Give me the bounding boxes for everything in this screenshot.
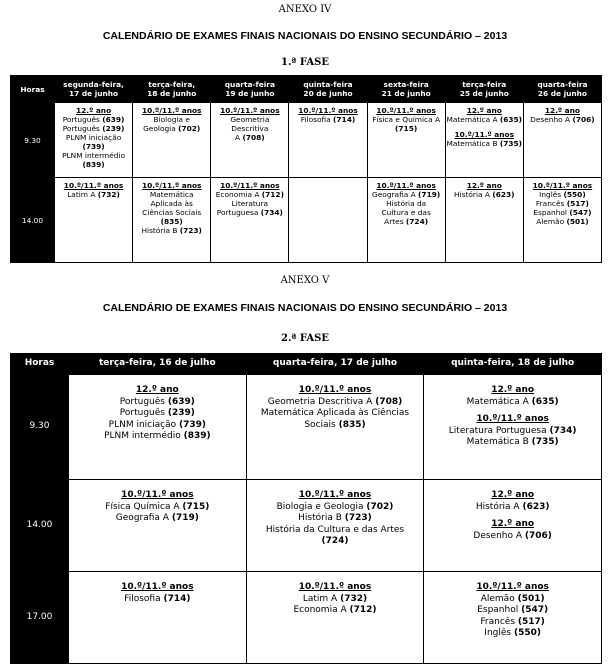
exam-name: Biologia e Geologia: [276, 501, 364, 512]
exam-group: [55, 181, 132, 199]
exam-line: [368, 208, 445, 217]
exam-group: [368, 106, 445, 133]
exam-calendar-table-phase-1: [10, 75, 602, 263]
exam-line: [133, 226, 210, 235]
exam-line: [133, 208, 210, 217]
day-weekday: terça-feira, 16 de julho: [98, 358, 216, 369]
exam-code: (635): [531, 396, 559, 407]
exam-line: [247, 397, 424, 409]
exam-group: [69, 385, 246, 443]
exam-cell: [211, 178, 289, 263]
exam-line: [424, 502, 601, 514]
header-row: [11, 76, 602, 103]
exam-name: Ciências Sociais: [142, 208, 202, 217]
exam-line: [424, 605, 601, 617]
day-date: 20 de junho: [303, 89, 353, 98]
exam-line: [69, 431, 246, 443]
day-header: [289, 76, 367, 103]
exam-line: [524, 217, 601, 226]
exam-name: História A: [475, 501, 520, 512]
year-group: 10.º/11.º anos: [298, 106, 358, 115]
year-group: 10.º/11.º anos: [476, 414, 549, 424]
exam-group: [69, 582, 246, 605]
exam-line: [446, 139, 523, 148]
year-group: 10.º/11.º anos: [298, 385, 372, 395]
exam-name: Filosofia: [300, 115, 331, 124]
exam-group: [247, 385, 424, 431]
exam-name: Física Química A: [105, 501, 180, 512]
exam-line: [424, 531, 601, 543]
exam-line: [247, 605, 424, 617]
exam-cell: [246, 480, 424, 572]
exam-code: (706): [524, 530, 552, 541]
exam-cell: [246, 375, 424, 480]
day-weekday: quinta-feira, 18 de julho: [451, 358, 575, 369]
exam-name: Filosofia: [124, 593, 161, 604]
exam-cell: [69, 480, 247, 572]
year-group: 12.º ano: [491, 519, 535, 529]
exam-name: Matemática B: [446, 139, 498, 148]
year-group: 10.º/11.º anos: [220, 181, 280, 190]
exam-code: (839): [82, 160, 105, 169]
exam-line: [524, 190, 601, 199]
year-group: 12.º ano: [491, 385, 535, 395]
day-date: 17 de junho: [69, 89, 119, 98]
exam-name: Matemática A: [446, 115, 498, 124]
exam-cell: [424, 572, 602, 664]
exam-line: [368, 190, 445, 199]
exam-code: (719): [171, 513, 199, 523]
exam-name: Geografia A: [115, 513, 169, 523]
exam-line: [446, 115, 523, 124]
day-date: 19 de junho: [225, 89, 275, 98]
exam-group: [446, 130, 523, 148]
exam-code: (732): [97, 190, 120, 199]
session-hour: 9.30: [11, 103, 55, 178]
exam-code: (517): [566, 199, 589, 208]
exam-name: Geografia A: [372, 190, 416, 199]
exam-cell: [367, 103, 445, 178]
exam-group: [55, 106, 132, 169]
exam-cell: [133, 178, 211, 263]
day-header: [367, 76, 445, 103]
year-group: 10.º/11.º anos: [63, 181, 124, 190]
exam-name: Francês: [480, 616, 516, 627]
exam-group: [211, 181, 288, 217]
exam-cell: [289, 178, 367, 263]
year-group: 12.º ano: [466, 181, 502, 190]
exam-code: (623): [492, 190, 515, 199]
exam-line: [247, 420, 424, 432]
exam-cell: [69, 375, 247, 480]
session-row: [11, 178, 602, 263]
exam-name: PLNM intermédio: [104, 431, 181, 441]
exam-code: (739): [178, 419, 206, 430]
year-group: 10.º/11.º anos: [376, 106, 436, 115]
exam-code: (712): [349, 605, 377, 615]
year-group: 10.º/11.º anos: [298, 582, 372, 592]
exam-name: História B: [141, 226, 178, 235]
day-weekday: quinta-feira: [303, 80, 353, 89]
exam-name: Francês: [535, 199, 565, 208]
exam-name: PLNM iniciação: [65, 133, 122, 142]
exam-name: Geologia: [143, 124, 176, 133]
exam-code: (501): [517, 593, 545, 604]
exam-name: Matemática Aplicada às Ciências: [260, 408, 410, 418]
exam-line: [247, 525, 424, 537]
session-hour: 14.00: [11, 480, 69, 572]
exam-code: (708): [242, 133, 265, 142]
exam-name: História da Cultura e das Artes: [265, 524, 405, 535]
exam-group: [424, 490, 601, 513]
exam-cell: [367, 178, 445, 263]
exam-name: Alemão: [480, 593, 515, 604]
exam-line: [424, 628, 601, 640]
year-group: 12.º ano: [544, 106, 580, 115]
session-row: [11, 572, 602, 664]
exam-code: (239): [167, 408, 195, 418]
exam-name: História A: [454, 190, 490, 199]
exam-line: [133, 217, 210, 226]
exam-name: Economia A: [215, 190, 260, 199]
hours-header: Horas: [11, 354, 69, 375]
year-group: 12.º ano: [135, 385, 179, 395]
exam-line: [247, 502, 424, 514]
exam-group: [133, 106, 210, 133]
year-group: 10.º/11.º anos: [532, 181, 593, 190]
exam-line: [368, 124, 445, 133]
exam-code: (724): [405, 217, 429, 226]
exam-cell: [424, 375, 602, 480]
exam-code: (723): [179, 226, 202, 235]
exam-group: [368, 181, 445, 226]
exam-line: [55, 190, 132, 199]
year-group: 10.º/11.º anos: [476, 582, 549, 592]
exam-name: Portuguesa: [216, 208, 259, 217]
exam-line: [247, 594, 424, 606]
exam-line: [424, 617, 601, 629]
exam-cell: [289, 103, 367, 178]
exam-cell: [523, 103, 601, 178]
exam-code: (702): [366, 501, 394, 512]
exam-code: (714): [163, 593, 191, 604]
day-date: 25 de junho: [459, 89, 509, 98]
exam-name: Alemão: [536, 217, 565, 226]
exam-line: [247, 513, 424, 525]
day-header: [445, 76, 523, 103]
exam-code: (712): [261, 190, 284, 199]
session-row: [11, 375, 602, 480]
day-weekday: quarta-feira: [224, 80, 275, 89]
exam-line: [289, 115, 366, 124]
year-group: 10.º/11.º anos: [141, 106, 202, 115]
exam-code: (550): [563, 190, 586, 199]
exam-line: [55, 124, 132, 133]
year-group: 10.º/11.º anos: [121, 490, 194, 500]
exam-name: Português: [119, 408, 165, 418]
header-row: [11, 354, 602, 375]
exam-name: Espanhol: [533, 208, 567, 217]
exam-name: Economia A: [293, 605, 347, 615]
exam-group: [424, 385, 601, 408]
exam-code: (639): [167, 396, 195, 407]
day-header: [55, 76, 133, 103]
day-date: 26 de junho: [537, 89, 587, 98]
exam-code: (719): [418, 190, 441, 199]
day-weekday: quarta-feira: [537, 80, 588, 89]
calendar-title: CALENDÁRIO DE EXAMES FINAIS NACIONAIS DO ENSINO SECUNDÁRIO – 2013: [102, 30, 508, 42]
exam-line: [69, 513, 246, 525]
exam-group: [211, 106, 288, 142]
exam-name: Artes: [384, 217, 404, 226]
exam-name: Literatura: [231, 199, 269, 208]
day-weekday: terça-feira,: [148, 80, 196, 89]
exam-line: [211, 190, 288, 199]
session-hour: 9.30: [11, 375, 69, 480]
year-group: 10.º/11.º anos: [454, 130, 515, 139]
exam-name: PLNM intermédio: [62, 151, 126, 160]
year-group: 10.º/11.º anos: [220, 106, 280, 115]
exam-line: [524, 115, 601, 124]
exam-line: [55, 151, 132, 169]
exam-group: [247, 490, 424, 548]
exam-name: História da: [386, 199, 427, 208]
exam-line: [424, 437, 601, 449]
exam-name: Desenho A: [530, 115, 571, 124]
exam-name: Matemática B: [466, 437, 529, 447]
exam-code: (714): [333, 115, 356, 124]
exam-group: [247, 582, 424, 617]
session-row: [11, 103, 602, 178]
exam-group: [289, 106, 366, 124]
annex-label: ANEXO V: [280, 275, 330, 286]
exam-code: (835): [160, 217, 183, 226]
exam-name: Latim A: [302, 593, 338, 604]
exam-group: [133, 181, 210, 235]
year-group: 10.º/11.º anos: [376, 181, 436, 190]
day-header: [246, 354, 424, 375]
exam-name: Espanhol: [477, 605, 519, 615]
exam-name: Inglês: [539, 190, 562, 199]
exam-name: Sociais: [304, 419, 336, 430]
exam-line: [133, 199, 210, 208]
exam-code: (708): [375, 396, 403, 407]
day-weekday: segunda-feira,: [63, 80, 124, 89]
year-group: 10.º/11.º anos: [121, 582, 194, 592]
exam-code: (706): [572, 115, 595, 124]
exam-code: (839): [183, 431, 211, 441]
exam-name: Inglês: [484, 628, 512, 638]
exam-cell: [69, 572, 247, 664]
exam-line: [55, 133, 132, 151]
exam-cell: [445, 178, 523, 263]
day-header: [523, 76, 601, 103]
exam-name: Biologia e: [153, 115, 190, 124]
exam-code: (739): [82, 142, 105, 151]
exam-line: [524, 199, 601, 208]
session-row: [11, 480, 602, 572]
exam-code: (702): [178, 124, 201, 133]
exam-cell: [523, 178, 601, 263]
exam-line: [247, 408, 424, 420]
day-weekday: quarta-feira, 17 de julho: [272, 358, 398, 369]
exam-cell: [55, 103, 133, 178]
year-group: 12.º ano: [466, 106, 502, 115]
exam-name: Português: [62, 124, 100, 133]
session-hour: 17.00: [11, 572, 69, 664]
exam-code: (635): [499, 115, 523, 124]
exam-group: [446, 106, 523, 124]
exam-group: [424, 519, 601, 542]
hours-header: Horas: [11, 76, 55, 103]
exam-name: Cultura e das: [381, 208, 431, 217]
exam-line: [69, 420, 246, 432]
exam-line: [69, 397, 246, 409]
exam-line: [424, 397, 601, 409]
exam-name: História B: [298, 513, 342, 523]
exam-code: (547): [521, 605, 549, 615]
exam-cell: [445, 103, 523, 178]
exam-name: Português: [119, 396, 165, 407]
exam-name: Geometria Descritiva: [230, 115, 270, 133]
exam-code: (715): [395, 124, 418, 133]
exam-code: (735): [499, 139, 523, 148]
exam-name: Português: [62, 115, 100, 124]
day-date: 18 de junho: [147, 89, 197, 98]
calendar-title: CALENDÁRIO DE EXAMES FINAIS NACIONAIS DO ENSINO SECUNDÁRIO – 2013: [102, 302, 508, 314]
exam-name: Matemática: [149, 190, 194, 199]
day-weekday: sexta-feira: [383, 80, 429, 89]
exam-code: (715): [182, 501, 210, 512]
exam-name: Latim A: [67, 190, 96, 199]
exam-line: [211, 115, 288, 133]
exam-code: (239): [102, 124, 125, 133]
exam-line: [424, 594, 601, 606]
exam-line: [368, 217, 445, 226]
exam-cell: [246, 572, 424, 664]
exam-code: (724): [321, 536, 349, 546]
exam-cell: [211, 103, 289, 178]
exam-group: [424, 582, 601, 640]
exam-code: (732): [340, 593, 368, 604]
day-weekday: terça-feira: [462, 80, 507, 89]
exam-line: [446, 190, 523, 199]
exam-line: [524, 208, 601, 217]
exam-line: [368, 115, 445, 124]
day-header: [133, 76, 211, 103]
exam-group: [69, 490, 246, 525]
exam-name: Matemática A: [466, 396, 529, 407]
exam-code: (550): [513, 628, 541, 638]
exam-code: (723): [344, 513, 372, 523]
exam-group: [424, 414, 601, 449]
exam-line: [55, 115, 132, 124]
exam-code: (639): [102, 115, 125, 124]
phase-heading: 1.ª FASE: [281, 57, 329, 68]
exam-group: [524, 181, 601, 226]
exam-code: (517): [517, 616, 545, 627]
year-group: 12.º ano: [491, 490, 535, 500]
exam-line: [211, 199, 288, 208]
exam-line: [133, 190, 210, 199]
exam-group: [446, 181, 523, 199]
year-group: 10.º/11.º anos: [141, 181, 202, 190]
exam-cell: [424, 480, 602, 572]
exam-name: A: [235, 133, 241, 142]
day-header: [424, 354, 602, 375]
exam-code: (734): [260, 208, 283, 217]
day-header: [211, 76, 289, 103]
exam-line: [133, 115, 210, 124]
exam-line: [247, 536, 424, 548]
exam-line: [69, 408, 246, 420]
exam-name: Literatura Portuguesa: [448, 425, 547, 436]
exam-name: Geometria Descritiva A: [267, 396, 373, 407]
exam-line: [69, 594, 246, 606]
exam-code: (835): [338, 419, 366, 430]
phase-heading: 2.ª FASE: [281, 333, 329, 344]
day-date: 21 de junho: [381, 89, 431, 98]
exam-group: [524, 106, 601, 124]
exam-code: (623): [522, 501, 550, 512]
exam-line: [424, 426, 601, 438]
exam-line: [211, 133, 288, 142]
year-group: 12.º ano: [75, 106, 112, 115]
exam-name: Física e Química A: [372, 115, 441, 124]
exam-cell: [55, 178, 133, 263]
exam-code: (547): [569, 208, 592, 217]
exam-name: Aplicada às: [150, 199, 193, 208]
day-header: [69, 354, 247, 375]
exam-line: [211, 208, 288, 217]
annex-label: ANEXO IV: [278, 4, 332, 15]
exam-cell: [133, 103, 211, 178]
exam-name: PLNM iniciação: [108, 419, 177, 430]
exam-code: (735): [531, 437, 559, 447]
session-hour: 14.00: [11, 178, 55, 263]
exam-line: [133, 124, 210, 133]
year-group: 10.º/11.º anos: [298, 490, 372, 500]
exam-line: [69, 502, 246, 514]
exam-code: (734): [549, 425, 577, 436]
exam-name: Desenho A: [473, 530, 523, 541]
exam-line: [368, 199, 445, 208]
exam-code: (501): [566, 217, 589, 226]
exam-calendar-table-phase-2: [10, 353, 602, 664]
